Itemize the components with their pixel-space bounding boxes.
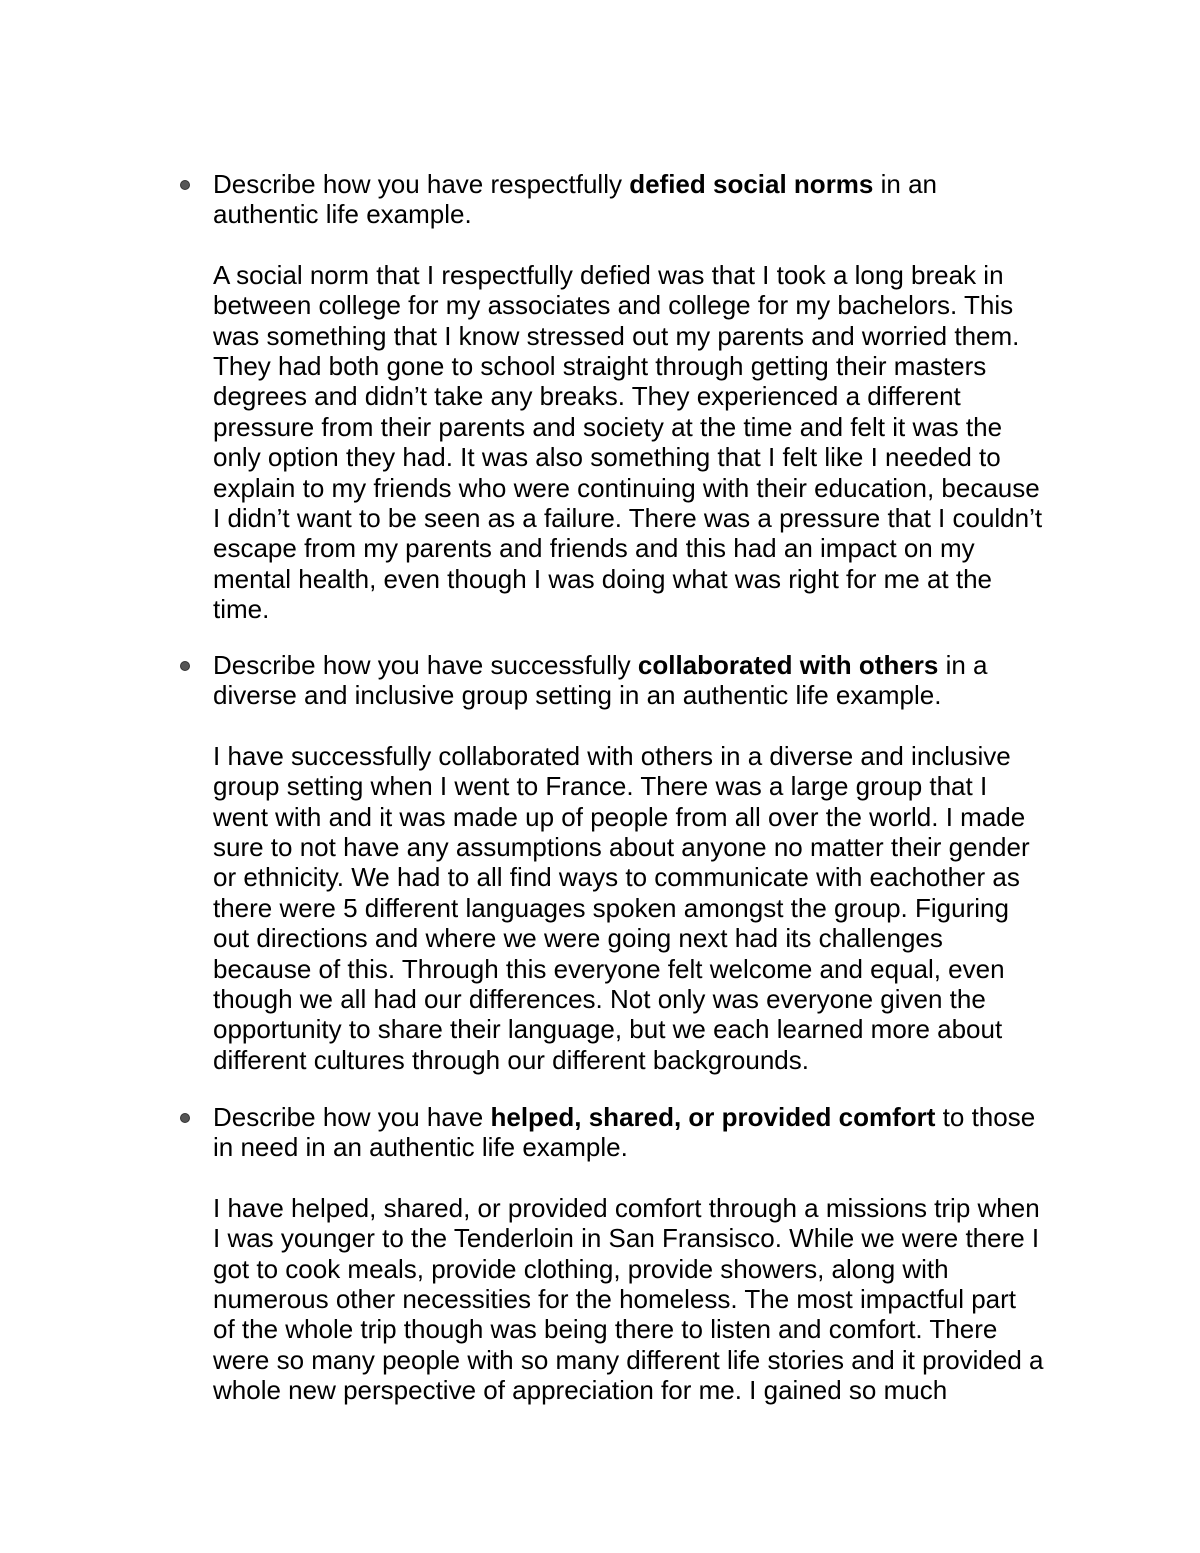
prompt-bold: helped, shared, or provided comfort xyxy=(490,1102,936,1132)
answer-line: there were 5 different languages spoken amongst the group. Figuring xyxy=(213,892,1009,923)
bullet-icon xyxy=(180,180,190,190)
answer-line: explain to my friends who were continuing with their education, because xyxy=(213,472,1040,503)
answer-line: of the whole trip though was being there to listen and comfort. There xyxy=(213,1314,998,1345)
answer-paragraph-3 xyxy=(175,1193,1075,1406)
answer-line: degrees and didn’t take any breaks. They experienced a different xyxy=(213,381,961,412)
answer-paragraph-1 xyxy=(175,260,1075,625)
prompt-post: in a xyxy=(938,650,988,680)
answer-line: went with and it was made up of people from all over the world. I made xyxy=(213,801,1026,832)
answer-paragraph-2 xyxy=(175,741,1075,1075)
question-section-2 xyxy=(175,650,1075,1075)
answer-line: because of this. Through this everyone felt welcome and equal, even xyxy=(213,953,1005,984)
answer-line: got to cook meals, provide clothing, provide showers, along with xyxy=(213,1253,949,1284)
answer-line: whole new perspective of appreciation for me. I gained so much xyxy=(213,1375,948,1406)
prompt-pre: Describe how you have successfully xyxy=(213,650,638,680)
answer-line: between college for my associates and college for my bachelors. This xyxy=(213,290,1014,321)
answer-line: opportunity to share their language, but we each learned more about xyxy=(213,1014,1003,1045)
prompt-line-2: diverse and inclusive group setting in an authentic life example. xyxy=(213,680,942,711)
answer-line: escape from my parents and friends and this had an impact on my xyxy=(213,533,975,564)
answer-line: or ethnicity. We had to all find ways to communicate with eachother as xyxy=(213,862,1020,893)
prompt-line-1 xyxy=(213,1102,1075,1132)
answer-line: group setting when I went to France. There was a large group that I xyxy=(213,771,988,802)
prompt-pre: Describe how you have respectfully xyxy=(213,169,630,199)
answer-line: mental health, even though I was doing what was right for me at the xyxy=(213,563,993,594)
question-prompt-2 xyxy=(175,650,1075,711)
answer-line: was something that I know stressed out my parents and worried them. xyxy=(213,320,1020,351)
answer-line: I was younger to the Tenderloin in San Fransisco. While we were there I xyxy=(213,1223,1040,1254)
question-prompt-3 xyxy=(175,1102,1075,1163)
bullet-icon xyxy=(180,1113,190,1123)
answer-line: I have helped, shared, or provided comfort through a missions trip when xyxy=(213,1192,1040,1223)
bullet-icon xyxy=(180,661,190,671)
prompt-post: in an xyxy=(873,169,937,199)
answer-line: though we all had our differences. Not only was everyone given the xyxy=(213,984,986,1015)
answer-line: time. xyxy=(213,594,270,625)
answer-line: numerous other necessities for the homeless. The most impactful part xyxy=(213,1284,1017,1315)
prompt-line-1 xyxy=(213,650,1075,680)
prompt-line-2: authentic life example. xyxy=(213,199,472,230)
answer-line: pressure from their parents and society at the time and felt it was the xyxy=(213,411,1003,442)
answer-line: only option they had. It was also something that I felt like I needed to xyxy=(213,442,1001,473)
answer-line: I didn’t want to be seen as a failure. There was a pressure that I couldn’t xyxy=(213,503,1043,534)
prompt-bold: defied social norms xyxy=(629,169,874,199)
answer-line: were so many people with so many different life stories and it provided a xyxy=(213,1344,1044,1375)
prompt-bold: collaborated with others xyxy=(637,650,939,680)
answer-line: A social norm that I respectfully defied was that I took a long break in xyxy=(213,259,1004,290)
answer-line: sure to not have any assumptions about anyone no matter their gender xyxy=(213,832,1030,863)
prompt-pre: Describe how you have xyxy=(213,1102,491,1132)
prompt-post: to those xyxy=(935,1102,1036,1132)
question-section-1 xyxy=(175,169,1075,625)
answer-line: different cultures through our different backgrounds. xyxy=(213,1044,809,1075)
answer-line: I have successfully collaborated with others in a diverse and inclusive xyxy=(213,740,1011,771)
question-prompt-1 xyxy=(175,169,1075,230)
answer-line: They had both gone to school straight through getting their masters xyxy=(213,351,987,382)
question-section-3 xyxy=(175,1102,1075,1406)
prompt-line-2: in need in an authentic life example. xyxy=(213,1132,628,1163)
answer-line: out directions and where we were going next had its challenges xyxy=(213,923,943,954)
prompt-line-1 xyxy=(213,169,1075,199)
